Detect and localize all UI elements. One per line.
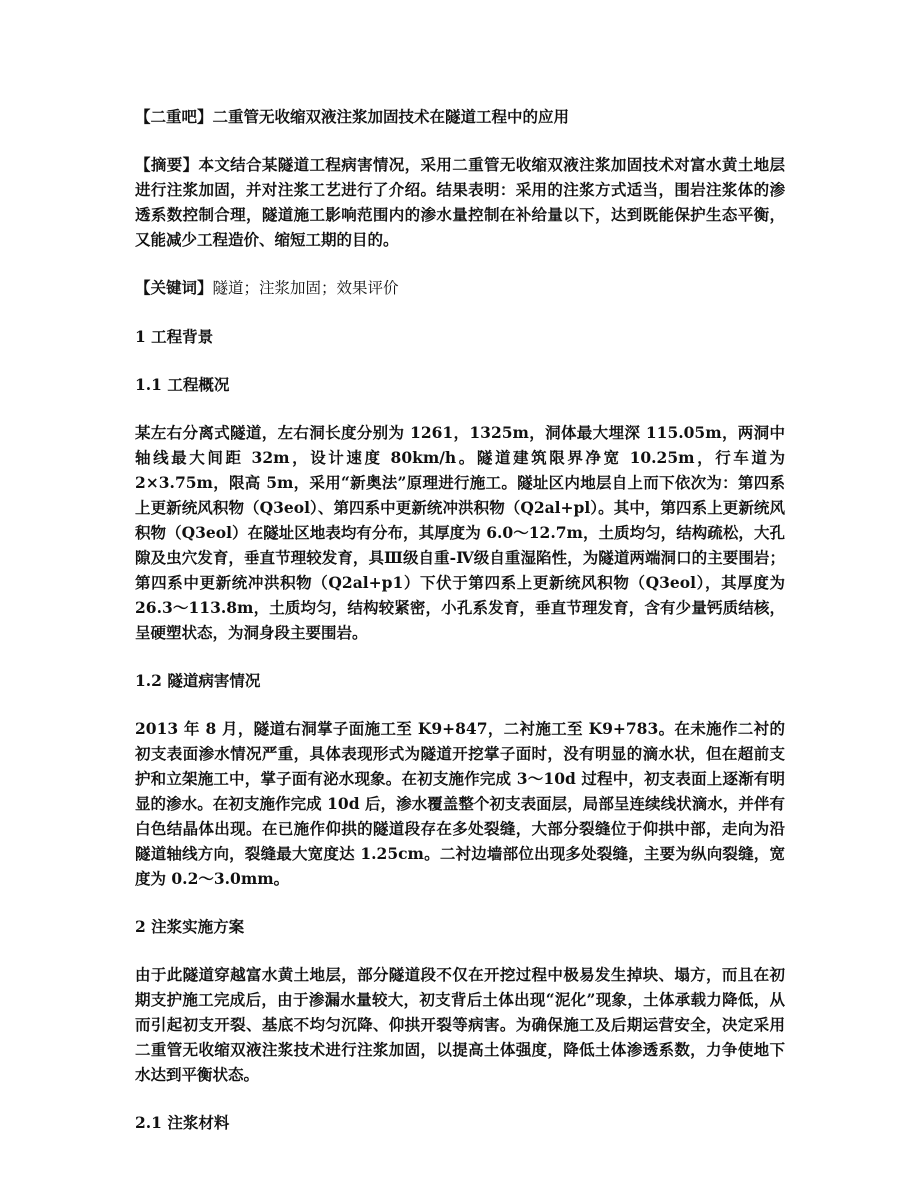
section-paragraph: 某左右分离式隧道，左右洞长度分别为 1261，1325m，洞体最大埋深 115.05m，两洞中轴线最大间距 32m，设计速度 80km/h。隧道建筑限界净宽 10.25m，行车道为 2×3.75m，限高 5m，采用“新奥法”原理进行施工。隧址区内地层自上而下依次为：第四系上更新统风积物（Q3eol）、第四系中更新统冲洪积物（Q2al+pl）。其中，第四系上更新统风积物（Q3eol）在隧址区地表均有分布，其厚度为 6.0～12.7m，土质均匀，结构疏松，大孔隙及虫穴发育，垂直节理较发育，具Ⅲ级自重-Ⅳ级自重湿陷性，为隧道两端洞口的主要围岩；第四系中更新统冲洪积物（Q2al+p1）下伏于第四系上更新统风积物（Q3eol），其厚度为 26.3～113.8m，土质均匀，结构较紧密，小孔系发育，垂直节理发育，含有少量钙质结核，呈硬塑状态，为洞身段主要围岩。: [135, 423, 785, 642]
document-content: [135, 104, 785, 1158]
keywords-label: 【关键词】: [135, 278, 213, 297]
section-paragraph: 2013 年 8 月，隧道右洞掌子面施工至 K9+847，二衬施工至 K9+783。在未施作二衬的初支表面渗水情况严重，具体表现形式为隧道开挖掌子面时，没有明显的滴水状，但在超前支护和立架施工中，掌子面有泌水现象。在初支施作完成 3～10d 过程中，初支表面上逐渐有明显的渗水。在初支施作完成 10d 后，渗水覆盖整个初支表面层，局部呈连续线状滴水，并伴有白色结晶体出现。在已施作仰拱的隧道段存在多处裂缝，大部分裂缝位于仰拱中部，走向为沿隧道轴线方向，裂缝最大宽度达 1.25cm。二衬边墙部位出现多处裂缝，主要为纵向裂缝，宽度为 0.2～3.0mm。: [135, 719, 785, 888]
document-title: 【二重吧】二重管无收缩双液注浆加固技术在隧道工程中的应用: [135, 107, 570, 126]
section-paragraph: 由于此隧道穿越富水黄土地层，部分隧道段不仅在开挖过程中极易发生掉块、塌方，而且在初期支护施工完成后，由于渗漏水量较大，初支背后土体出现“泥化”现象，土体承载力降低，从而引起初支开裂、基底不均匀沉降、仰拱开裂等病害。为确保施工及后期运营安全，决定采用二重管无收缩双液注浆技术进行注浆加固，以提高土体强度，降低土体渗透系数，力争使地下水达到平衡状态。: [135, 965, 785, 1084]
section-heading: 2.1 注浆材料: [135, 1113, 230, 1132]
keywords-paragraph: [135, 275, 785, 301]
abstract-paragraph: [135, 152, 785, 252]
abstract-text: 本文结合某隧道工程病害情况，采用二重管无收缩双液注浆加固技术对富水黄土地层进行注浆加固，并对注浆工艺进行了介绍。结果表明：采用的注浆方式适当，围岩注浆体的渗透系数控制合理，隧道施工影响范围内的渗水量控制在补给量以下，达到既能保护生态平衡，又能减少工程造价、缩短工期的目的。: [135, 155, 785, 249]
abstract-label: 【摘要】: [135, 155, 199, 174]
keywords-text: 隧道；注浆加固；效果评价: [212, 279, 399, 297]
section-heading: 1.1 工程概况: [135, 375, 230, 394]
section-heading: 2 注浆实施方案: [135, 917, 245, 936]
section-heading: 1 工程背景: [135, 327, 214, 346]
section-heading: 1.2 隧道病害情况: [135, 671, 261, 690]
